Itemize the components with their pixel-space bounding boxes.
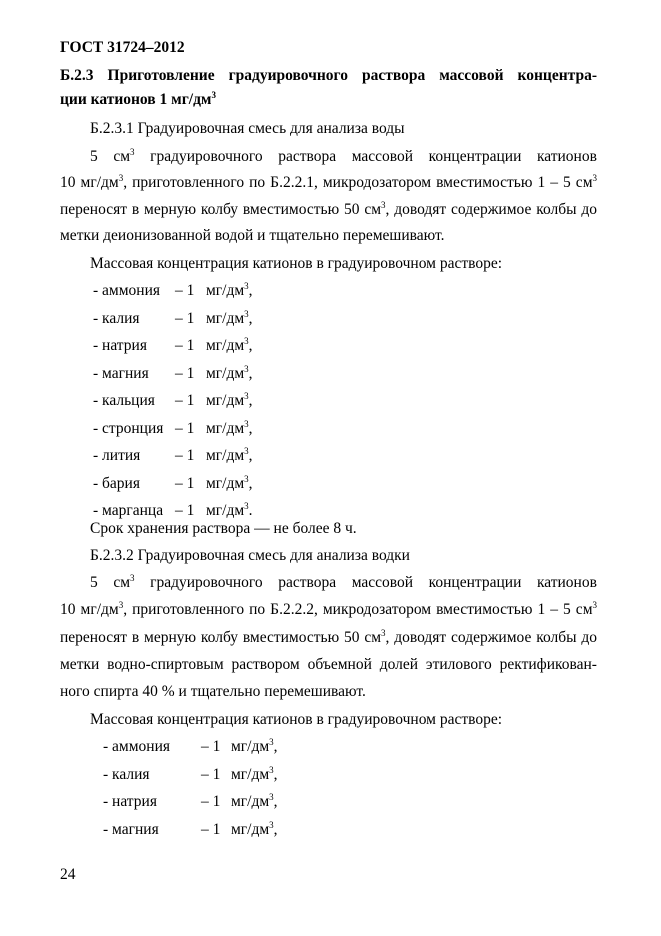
cation-value: – 1 (175, 364, 195, 382)
word: 5 (90, 574, 98, 591)
cation-value: – 1 (201, 793, 221, 810)
section-title-line1: Б.2.3 Приготовление градуировочного раствора массовой концентра- (60, 67, 597, 84)
cation-value: – 1 (175, 392, 195, 409)
word: градуировочного (150, 574, 263, 591)
word: раствора (278, 574, 337, 591)
cation-unit: $мг/дм^3$, (206, 336, 253, 354)
subsection-2-heading: Б.2.3.2 Градуировочная смесь для анализа водки (90, 547, 410, 564)
cation-name: - марганца (93, 502, 164, 519)
cation-unit: $мг/дм^3$, (231, 819, 278, 838)
cation-value: – 1 (175, 337, 195, 354)
cation-value: – 1 (175, 419, 195, 437)
cation-unit: $мг/дм^3$, (206, 418, 253, 437)
word: концентрации (428, 148, 522, 165)
word: массовой (351, 574, 414, 591)
document-header: ГОСТ 31724–2012 (60, 39, 185, 56)
page-number: 24 (60, 866, 76, 883)
section-title-line2 (60, 92, 216, 108)
cation-name: - лития (93, 447, 141, 464)
cation-name: - аммония (103, 738, 171, 755)
cation-value: – 1 (201, 765, 221, 783)
cation-unit: $мг/дм^3$, (231, 792, 278, 810)
sub1-para-line2: 10 $мг/дм^3$, приготовленного по Б.2.2.1, микродозатором вместимостью 1 – 5 $см^3$ (60, 173, 597, 191)
word: метки (60, 656, 100, 673)
sub2-para-line1 (60, 575, 597, 591)
cation-unit: $мг/дм^3$, (206, 281, 253, 299)
cation-name: - кальция (93, 392, 155, 409)
sub2-para-line5: ного спирта 40 % и тщательно перемешивают. (60, 683, 366, 700)
word: долей (379, 656, 419, 673)
cation-name: - магния (103, 820, 159, 838)
sub1-storage: Срок хранения раствора — не более 8 ч. (90, 520, 357, 537)
word: $см^3$ (113, 147, 135, 165)
cation-value: – 1 (175, 474, 195, 492)
sub2-para-line3: переносят в мерную колбу вместимостью 50 $см^3$, доводят содержимое колбы до (60, 628, 598, 646)
cation-name: - натрия (103, 793, 157, 810)
cation-value: – 1 (175, 282, 195, 299)
cation-unit: $мг/дм^3$, (206, 473, 253, 492)
cation-unit: $мг/дм^3$, (231, 764, 278, 783)
cation-unit: $мг/дм^3$, (231, 737, 278, 755)
cation-value: – 1 (175, 502, 195, 519)
cation-unit: $мг/дм^3$. (206, 501, 253, 519)
subsection-1-heading: Б.2.3.1 Градуировочная смесь для анализа воды (90, 120, 405, 137)
word: раствором (231, 656, 300, 673)
sub1-para-line1 (60, 149, 597, 165)
cation-unit: $мг/дм^3$, (206, 391, 253, 409)
cation-name: - стронция (93, 419, 164, 437)
word: объемной (307, 656, 372, 673)
cation-unit: $мг/дм^3$, (206, 363, 253, 382)
sub2-para-line4 (60, 657, 597, 673)
word: этилового (425, 656, 492, 673)
cation-name: - натрия (93, 337, 147, 354)
section-title-text: ции катионов 1 мг/дм (60, 91, 212, 108)
word: катионов (536, 574, 597, 591)
cation-value: – 1 (201, 738, 221, 755)
cation-name: - магния (93, 364, 149, 382)
sub1-para-line4: метки деионизованной водой и тщательно перемешивают. (60, 227, 445, 244)
cation-value: – 1 (175, 447, 195, 464)
sub2-intro: Массовая концентрация катионов в градуировочном растворе: (90, 711, 503, 728)
word: раствора (278, 148, 337, 165)
cation-name: - калия (103, 765, 150, 783)
cation-unit: $мг/дм^3$, (206, 308, 253, 327)
word: 5 (90, 148, 98, 165)
sub1-para-line3: переносят в мерную колбу вместимостью 50 $см^3$, доводят содержимое колбы до (60, 200, 598, 218)
sub2-para-line2: 10 $мг/дм^3$, приготовленного по Б.2.2.2, микродозатором вместимостью 1 – 5 $см^3$ (60, 600, 597, 618)
section-title-sup: 3 (211, 90, 216, 100)
cation-unit: $мг/дм^3$, (206, 446, 253, 464)
cation-name: - бария (93, 474, 140, 492)
cation-value: – 1 (201, 820, 221, 838)
word: массовой (351, 148, 414, 165)
word: концентрации (428, 574, 522, 591)
word: водно-спиртовым (107, 656, 224, 673)
sub1-intro: Массовая концентрация катионов в градуировочном растворе: (90, 255, 503, 272)
word: градуировочного (150, 148, 263, 165)
cation-name: - калия (93, 309, 140, 327)
word: $см^3$ (113, 573, 135, 591)
word: ректификован- (499, 656, 597, 673)
word: катионов (536, 148, 597, 165)
cation-name: - аммония (93, 282, 161, 299)
cation-value: – 1 (175, 309, 195, 327)
